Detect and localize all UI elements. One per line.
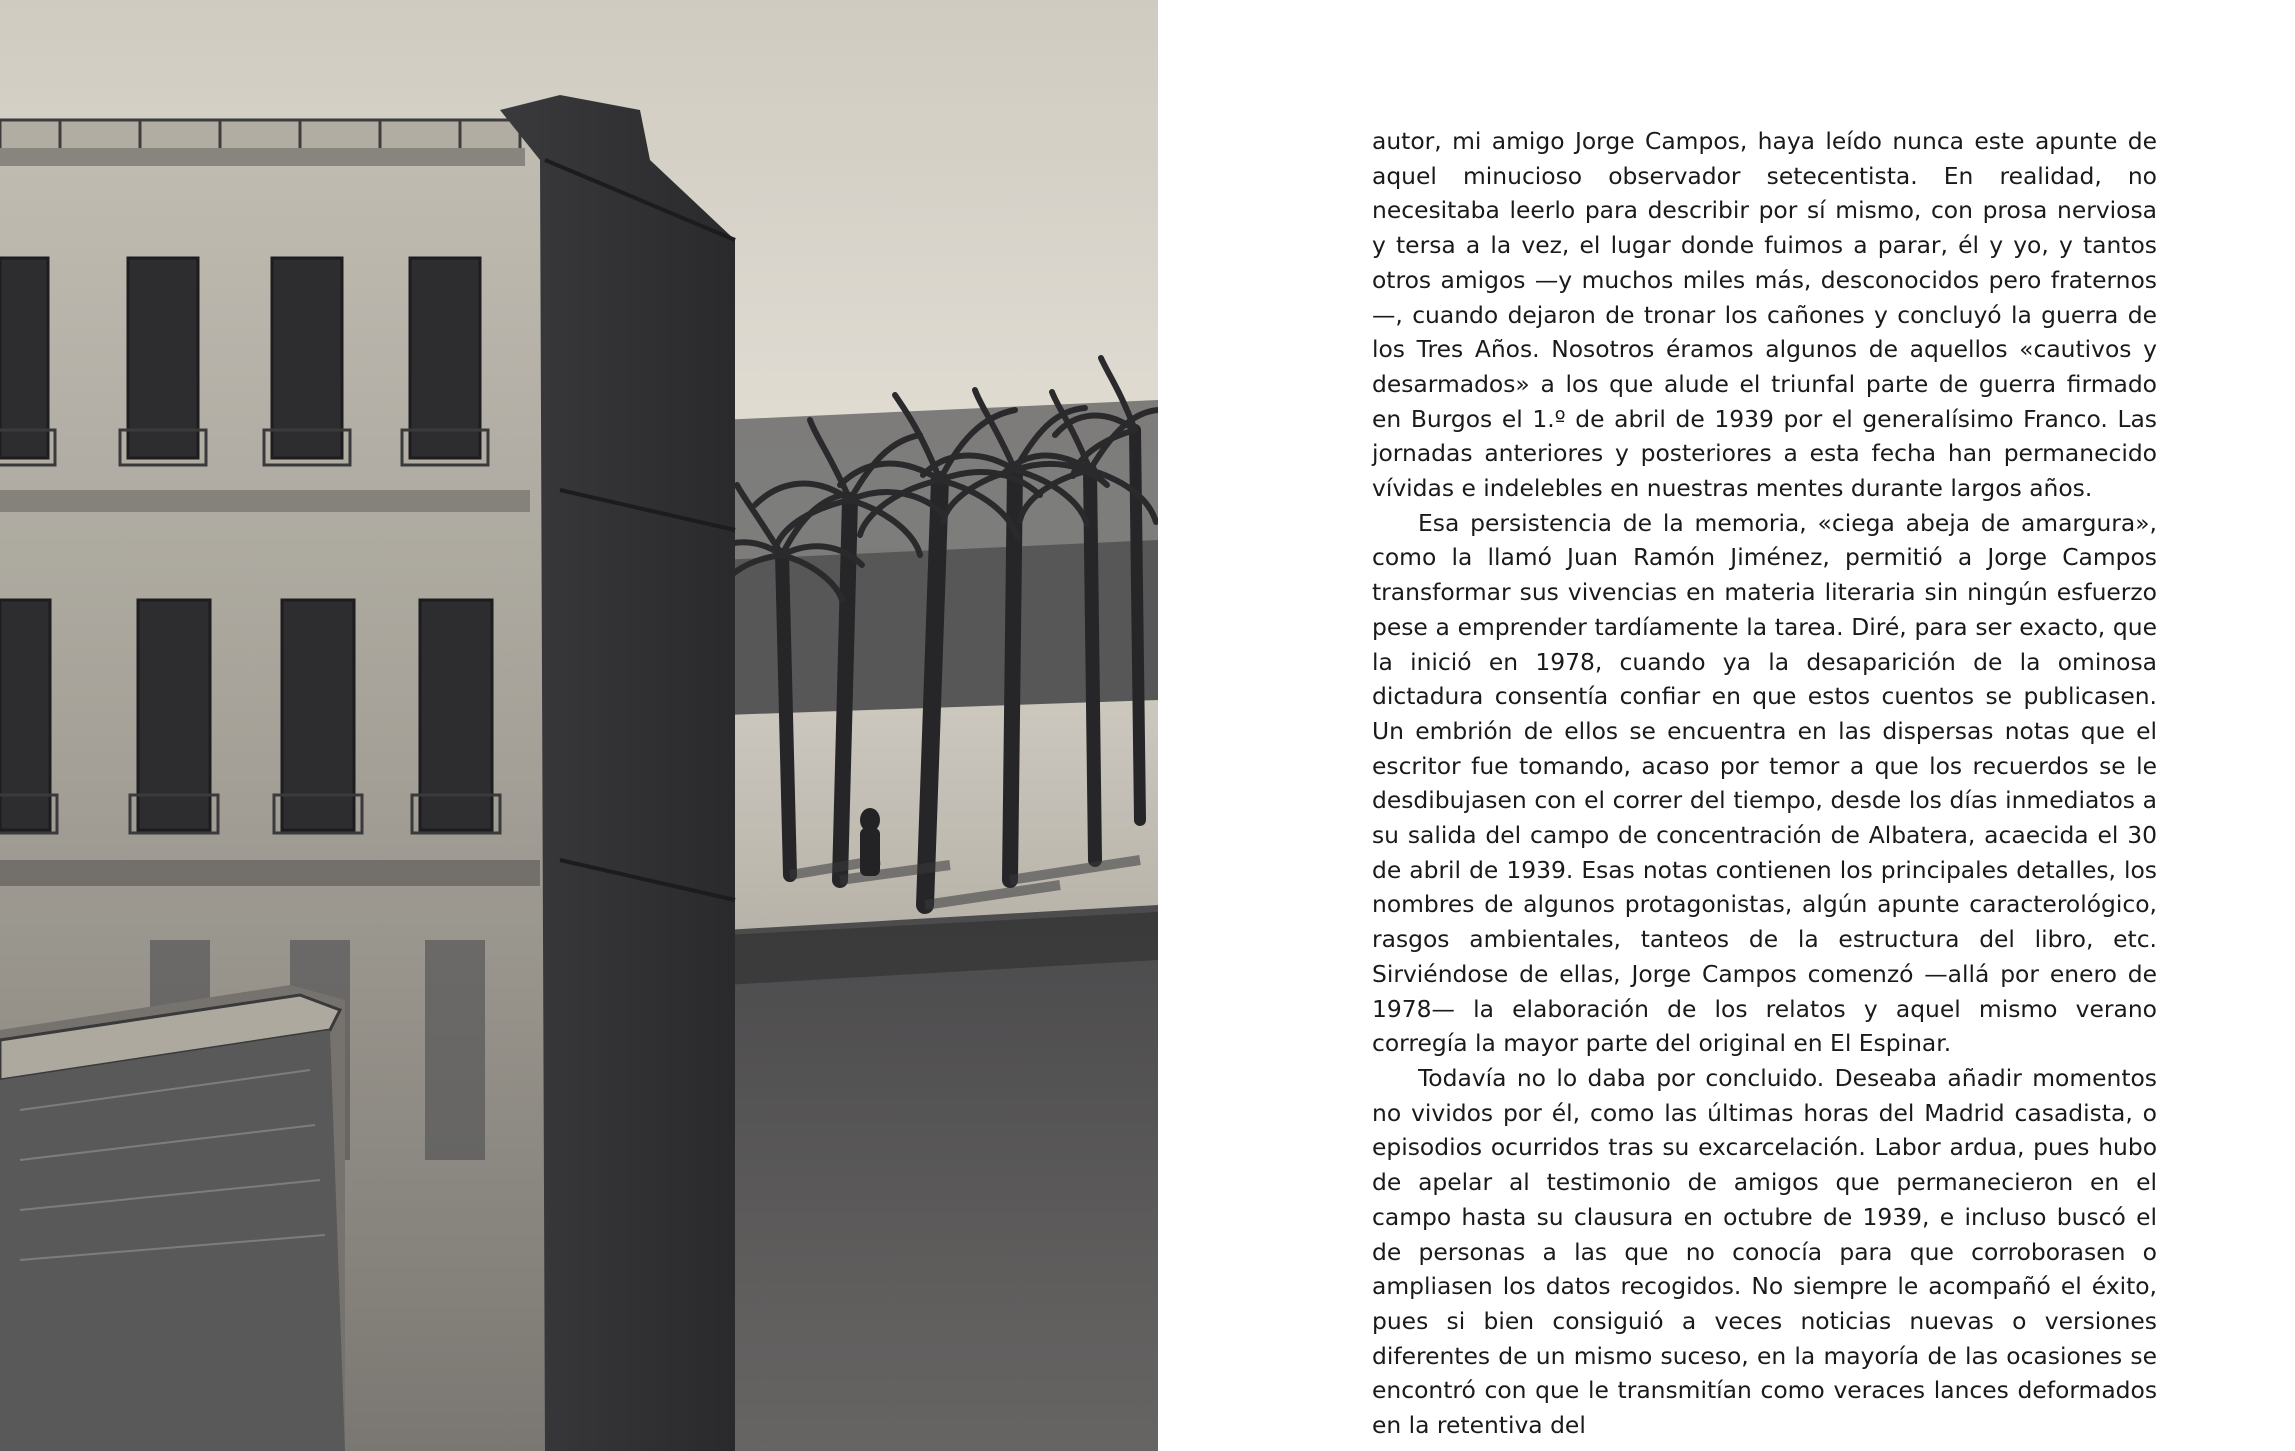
paragraph: Todavía no lo daba por concluido. Deseaba añadir momentos no vividos por él, como las últimas horas del Madrid casadista, o episodios ocurridos tras su excarcelación. Labor ardua, pues hubo de apelar al testimonio de amigos que permanecieron en el campo hasta su clausura en octubre de 1939, e incluso buscó el de personas a las que no conocía para que corroborasen o ampliasen los datos recogidos. No siempre le acompañó el éxito, pues si bien consiguió a veces noticias nuevas o versiones diferentes de un mismo suceso, en la mayoría de las ocasiones se encontró con que le transmitían como veraces lances deformados en la retentiva del <box>1372 1063 2157 1440</box>
text-page <box>1158 0 2295 1451</box>
paragraph: Esa persistencia de la memoria, «ciega abeja de amargura», como la llamó Juan Ramón Jiménez, permitió a Jorge Campos transformar sus vivencias en materia literaria sin ningún esfuerzo pese a emprender tardíamente la tarea. Diré, para ser exacto, que la inició en 1978, cuando ya la desaparición de la ominosa dictadura consentía confiar en que estos cuentos se publicasen. Un embrión de ellos se encuentra en las dispersas notas que el escritor fue tomando, acaso por temor a que los recuerdos se le desdibujasen con el correr del tiempo, desde los días inmediatos a su salida del campo de concentración de Albatera, acaecida el 30 de abril de 1939. Esas notas contienen los principales detalles, los nombres de algunos protagonistas, algún apunte caracterológico, rasgos ambientales, tanteos de la estructura del libro, etc. Sirviéndose de ellas, Jorge Campos comenzó —allá por enero de 1978— la elaboración de los relatos y aquel mismo verano corregía la mayor parte del original en El Espinar. <box>1372 508 2157 1058</box>
paragraph: autor, mi amigo Jorge Campos, haya leído nunca este apunte de aquel minucioso observador setecentista. En realidad, no necesitaba leerlo para describir por sí mismo, con prosa nerviosa y tersa a la vez, el lugar donde fuimos a parar, él y yo, y tantos otros amigos —y muchos miles más, desconocidos pero fraternos—, cuando dejaron de tronar los cañones y concluyó la guerra de los Tres Años. Nosotros éramos algunos de aquellos «cautivos y desarmados» a los que alude el triunfal parte de guerra firmado en Burgos el 1.º de abril de 1939 por el generalísimo Franco. Las jornadas anteriores y posteriores a esta fecha han permanecido vívidas e indelebles en nuestras mentes durante largos años. <box>1372 127 2157 503</box>
body-text <box>1372 124 2157 1443</box>
